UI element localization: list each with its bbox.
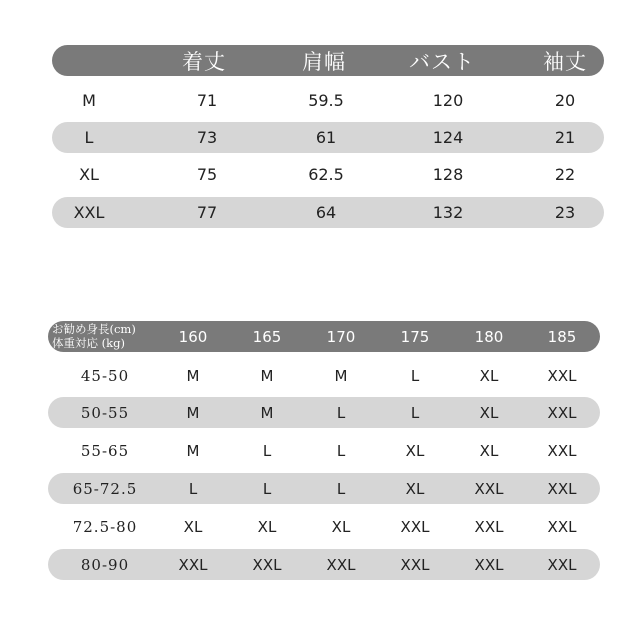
table-row xyxy=(48,435,600,466)
size-cell: XL xyxy=(331,517,351,536)
value-cell: 71 xyxy=(196,91,218,110)
size-cell: M xyxy=(186,441,200,460)
height-cell: 170 xyxy=(326,327,356,346)
table-row xyxy=(48,473,600,504)
corner-bottom-label: 体重対応 (kg) xyxy=(52,336,125,350)
size-cell: XXL xyxy=(474,555,504,574)
table-row xyxy=(52,122,604,153)
size-cell: M xyxy=(260,403,274,422)
value-cell: 77 xyxy=(196,203,218,222)
size-cell: XXL xyxy=(547,403,577,422)
value-cell: 20 xyxy=(554,91,576,110)
size-cell: L xyxy=(262,479,272,498)
value-cell: 61 xyxy=(315,128,337,147)
size-cell: M xyxy=(82,91,96,110)
size-cell: L xyxy=(336,441,346,460)
weight-cell: 72.5-80 xyxy=(72,517,138,536)
table-row xyxy=(52,159,604,190)
value-cell: 128 xyxy=(432,165,464,184)
header-cell: 肩幅 xyxy=(302,49,346,74)
size-cell: XXL xyxy=(326,555,356,574)
size-cell: XL xyxy=(479,441,499,460)
value-cell: 73 xyxy=(196,128,218,147)
value-cell: 75 xyxy=(196,165,218,184)
height-cell: 180 xyxy=(474,327,504,346)
table-row xyxy=(48,360,600,391)
corner-label xyxy=(52,322,136,350)
size-cell: L xyxy=(336,479,346,498)
size-cell: XXL xyxy=(547,479,577,498)
value-cell: 64 xyxy=(315,203,337,222)
size-cell: XXL xyxy=(178,555,208,574)
height-cell: 175 xyxy=(400,327,430,346)
size-cell: XL xyxy=(405,479,425,498)
size-table-header xyxy=(52,45,604,76)
value-cell: 120 xyxy=(432,91,464,110)
table-row xyxy=(52,85,604,116)
weight-cell: 50-55 xyxy=(80,403,130,422)
size-cell: XL xyxy=(479,366,499,385)
size-cell: M xyxy=(260,366,274,385)
size-cell: L xyxy=(262,441,272,460)
size-cell: L xyxy=(336,403,346,422)
size-cell: XXL xyxy=(547,366,577,385)
size-cell: XXL xyxy=(547,441,577,460)
weight-cell: 45-50 xyxy=(80,366,130,385)
size-cell: L xyxy=(410,403,420,422)
value-cell: 59.5 xyxy=(308,91,344,110)
header-cell: バスト xyxy=(409,49,475,74)
size-cell: XXL xyxy=(474,479,504,498)
value-cell: 23 xyxy=(554,203,576,222)
corner-top-label: お勧め身長(cm) xyxy=(52,322,136,336)
recommend-table-header xyxy=(48,321,600,352)
value-cell: 132 xyxy=(432,203,464,222)
value-cell: 124 xyxy=(432,128,464,147)
header-cell: 袖丈 xyxy=(543,49,587,74)
size-cell: XL xyxy=(79,165,99,184)
table-row xyxy=(48,511,600,542)
size-cell: L xyxy=(410,366,420,385)
size-cell: XL xyxy=(479,403,499,422)
size-cell: XXL xyxy=(547,517,577,536)
table-row xyxy=(52,197,604,228)
header-cell: 着丈 xyxy=(182,49,226,74)
size-cell: M xyxy=(186,403,200,422)
table-row xyxy=(48,549,600,580)
value-cell: 21 xyxy=(554,128,576,147)
size-cell: XXL xyxy=(474,517,504,536)
size-cell: L xyxy=(188,479,198,498)
weight-cell: 55-65 xyxy=(80,441,130,460)
value-cell: 22 xyxy=(554,165,576,184)
size-cell: XXL xyxy=(252,555,282,574)
height-cell: 160 xyxy=(178,327,208,346)
size-cell: L xyxy=(84,128,94,147)
table-row xyxy=(48,397,600,428)
size-cell: XL xyxy=(183,517,203,536)
size-cell: XL xyxy=(257,517,277,536)
size-cell: XL xyxy=(405,441,425,460)
height-cell: 185 xyxy=(547,327,577,346)
size-cell: M xyxy=(334,366,348,385)
value-cell: 62.5 xyxy=(308,165,344,184)
height-cell: 165 xyxy=(252,327,282,346)
weight-cell: 80-90 xyxy=(80,555,130,574)
size-cell: XXL xyxy=(73,203,105,222)
weight-cell: 65-72.5 xyxy=(72,479,138,498)
size-cell: XXL xyxy=(400,555,430,574)
size-cell: M xyxy=(186,366,200,385)
size-cell: XXL xyxy=(547,555,577,574)
size-cell: XXL xyxy=(400,517,430,536)
